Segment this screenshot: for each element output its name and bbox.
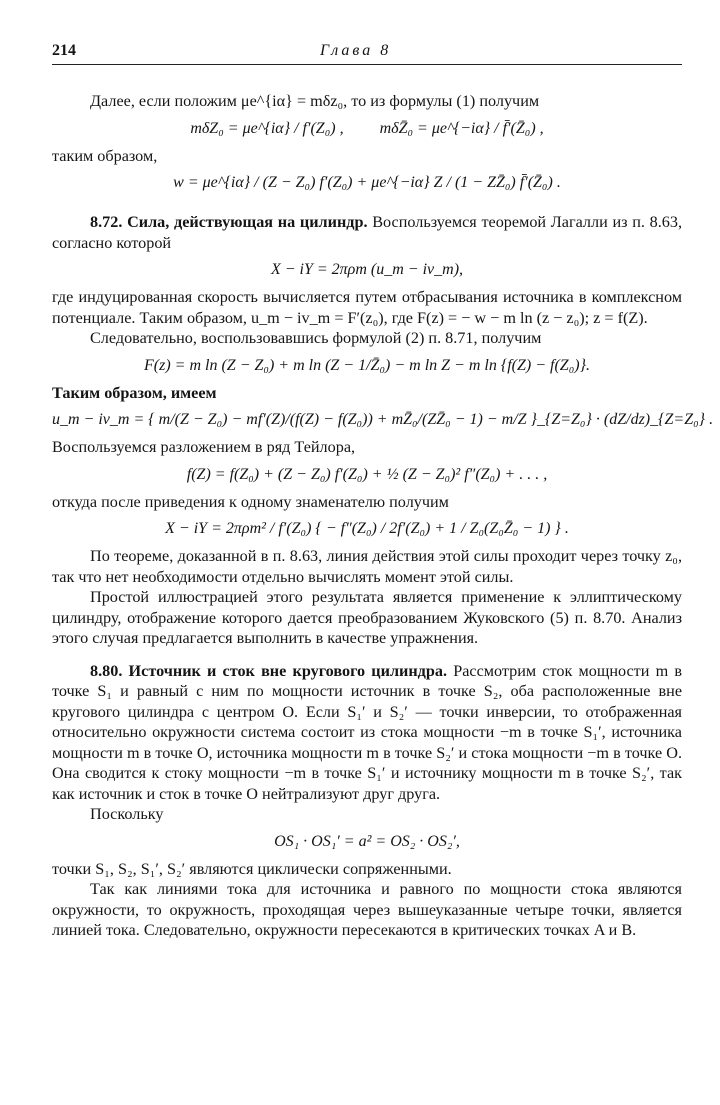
paragraph: По теореме, доказанной в п. 8.63, линия действия этой силы проходит через точку z₀, так что нет необходимости отдельно вычислять момент этой силы.: [52, 547, 682, 586]
paragraph: точки S₁, S₂, S₁′, S₂′ являются циклически сопряженными.: [52, 859, 452, 878]
equation: w = μe^{iα} / (Z − Z₀) f′(Z₀) + μe^{−iα} Z / (1 − ZZ̄₀) f̄′(Z̄₀) .: [173, 174, 561, 191]
equation: X − iY = 2πρm (u_m − iv_m),: [270, 261, 464, 278]
page-header: [52, 38, 682, 65]
book-page: [52, 38, 714, 941]
paragraph: Воспользуемся разложением в ряд Тейлора,: [52, 438, 356, 456]
section-title: 8.72. Сила, действующая на цилиндр.: [90, 213, 368, 231]
equation: OS₁ · OS₁′ = a² = OS₂ · OS₂′,: [274, 832, 460, 850]
equation: f(Z) = f(Z₀) + (Z − Z₀) f′(Z₀) + ½ (Z − Z₀)² f″(Z₀) + . . . ,: [186, 465, 548, 483]
paragraph: Простой иллюстрацией этого результата является применение к эллиптическому цилиндру, отображение которого дается преобразованием Жуковского (5) п. 8.70. Анализ этого случая предлагается выполнить в качестве упражнения.: [52, 588, 682, 647]
equation: u_m − iv_m = { m/(Z − Z₀) − mf′(Z)/(f(Z) − f(Z₀)) + mZ̄₀/(ZZ̄₀ − 1) − m/Z }_{Z=Z₀} · (dZ/dz)_{Z=Z₀} .: [52, 411, 714, 428]
equation: X − iY = 2πρm² / f′(Z₀) { − f″(Z₀) / 2f′(Z₀) + 1 / Z₀(Z₀Z̄₀ − 1) } .: [165, 520, 569, 537]
paragraph: таким образом,: [52, 146, 158, 165]
paragraph: Далее, если положим μe^{iα} = mδz₀, то из формулы (1) получим: [90, 92, 540, 110]
paragraph: Поскольку: [90, 805, 164, 823]
page-number: 214: [52, 42, 76, 59]
paragraph: Следовательно, воспользовавшись формулой (2) п. 8.71, получим: [90, 329, 542, 347]
section-paragraph: 8.80. Источник и сток вне кругового цилиндра. Рассмотрим сток мощности m в точке S₁ и равный с ним по мощности источник в точке S₂, оба расположенные вне кругового цилиндра с центром O. Если S₁′ и S₂′ — точки инверсии, то отображенная относительно окружности система состоит из стока мощности −m в точке S₁′, источника мощности m в точке O, источника мощности m в точке S₂′ и стока мощности −m в точке O. Она сводится к стоку мощности −m в точке S₁′ и источнику мощности m в точке S₂′, так как источник и сток в точке O нейтрализуют друг друга.: [52, 661, 682, 803]
equation: mδZ₀ = μe^{iα} / f′(Z₀) , mδZ̄₀ = μe^{−iα} / f̄′(Z̄₀) ,: [190, 119, 544, 137]
paragraph: где индуцированная скорость вычисляется путем отбрасывания источника в комплексном потенциале. Таким образом, u_m − iv_m = F′(z₀), где F(z) = − w − m ln (z − z₀); z = f(Z).: [52, 288, 682, 327]
section-title: 8.80. Источник и сток вне кругового цилиндра.: [90, 661, 448, 680]
paragraph: Так как линиями тока для источника и равного по мощности стока являются окружности, то окружность, проходящая через вышеуказанные четыре точки, является линией тока. Следовательно, окружности пересекаются в критических точках A и B.: [52, 880, 682, 939]
paragraph: Таким образом, имеем: [52, 383, 217, 402]
running-title: Глава 8: [320, 42, 392, 59]
equation: F(z) = m ln (Z − Z₀) + m ln (Z − 1/Z̄₀) − m ln Z − m ln {f(Z) − f(Z₀)}.: [144, 356, 590, 374]
paragraph: откуда после приведения к одному знаменателю получим: [52, 492, 449, 511]
section-paragraph: 8.72. Сила, действующая на цилиндр. Воспользуемся теоремой Лагалли из п. 8.63, согласно которой: [52, 213, 683, 252]
